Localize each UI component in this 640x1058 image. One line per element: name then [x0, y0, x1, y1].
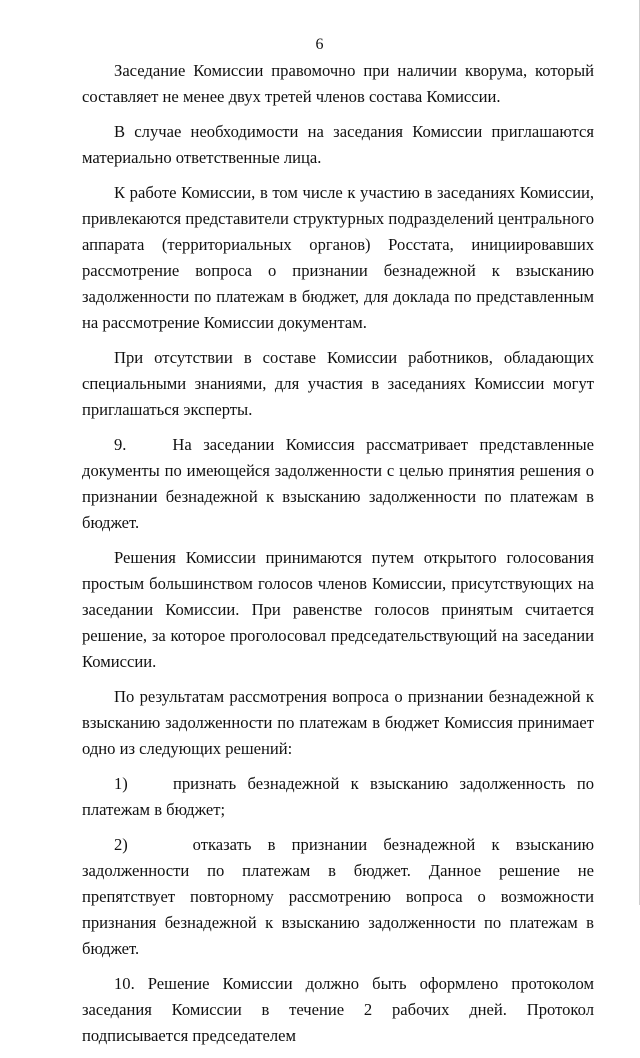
paragraph-voting: Решения Комиссии принимаются путем открытого голосования простым большинством голосов членов Комиссии, присутствующих на заседании Комиссии. При равенстве голосов принятым считается решение, за которое проголосовал председательствующий на заседании Комиссии. — [82, 548, 594, 671]
paragraph-invited-persons: В случае необходимости на заседания Комиссии приглашаются материально ответственные лица. — [82, 122, 594, 167]
paragraph-item-9: 9. На заседании Комиссия рассматривает представленные документы по имеющейся задолженности с целью принятия решения о признании безнадежной к взысканию задолженности по платежам в бюджет. — [82, 435, 594, 532]
paragraph-experts: При отсутствии в составе Комиссии работников, обладающих специальными знаниями, для участия в заседаниях Комиссии могут приглашаться эксперты. — [82, 348, 594, 419]
document-body — [82, 58, 594, 1058]
paragraph-decision-2: 2) отказать в признании безнадежной к взысканию задолженности по платежам в бюджет. Данное решение не препятствует повторному рассмотрению вопроса о возможности признания безнадежной к взысканию задолженности по платежам в бюджет. — [82, 835, 594, 958]
paragraph-decisions-intro: По результатам рассмотрения вопроса о признании безнадежной к взысканию задолженности по платежам в бюджет Комиссия принимает одно из следующих решений: — [82, 687, 594, 758]
paragraph-quorum: Заседание Комиссии правомочно при наличии кворума, который составляет не менее двух третей членов состава Комиссии. — [82, 61, 594, 106]
paragraph-item-10: 10. Решение Комиссии должно быть оформлено протоколом заседания Комиссии в течение 2 рабочих дней. Протокол подписывается председателем — [82, 974, 594, 1045]
page-number: 6 — [315, 36, 324, 53]
paragraph-representatives: К работе Комиссии, в том числе к участию в заседаниях Комиссии, привлекаются представители структурных подразделений центрального аппарата (территориальных органов) Росстата, инициировавших рассмотрение вопроса о признании безнадежной к взысканию задолженности по платежам в бюджет, для доклада по представленным на рассмотрение Комиссии документам. — [82, 183, 594, 332]
paragraph-decision-1: 1) признать безнадежной к взысканию задолженность по платежам в бюджет; — [82, 774, 594, 819]
